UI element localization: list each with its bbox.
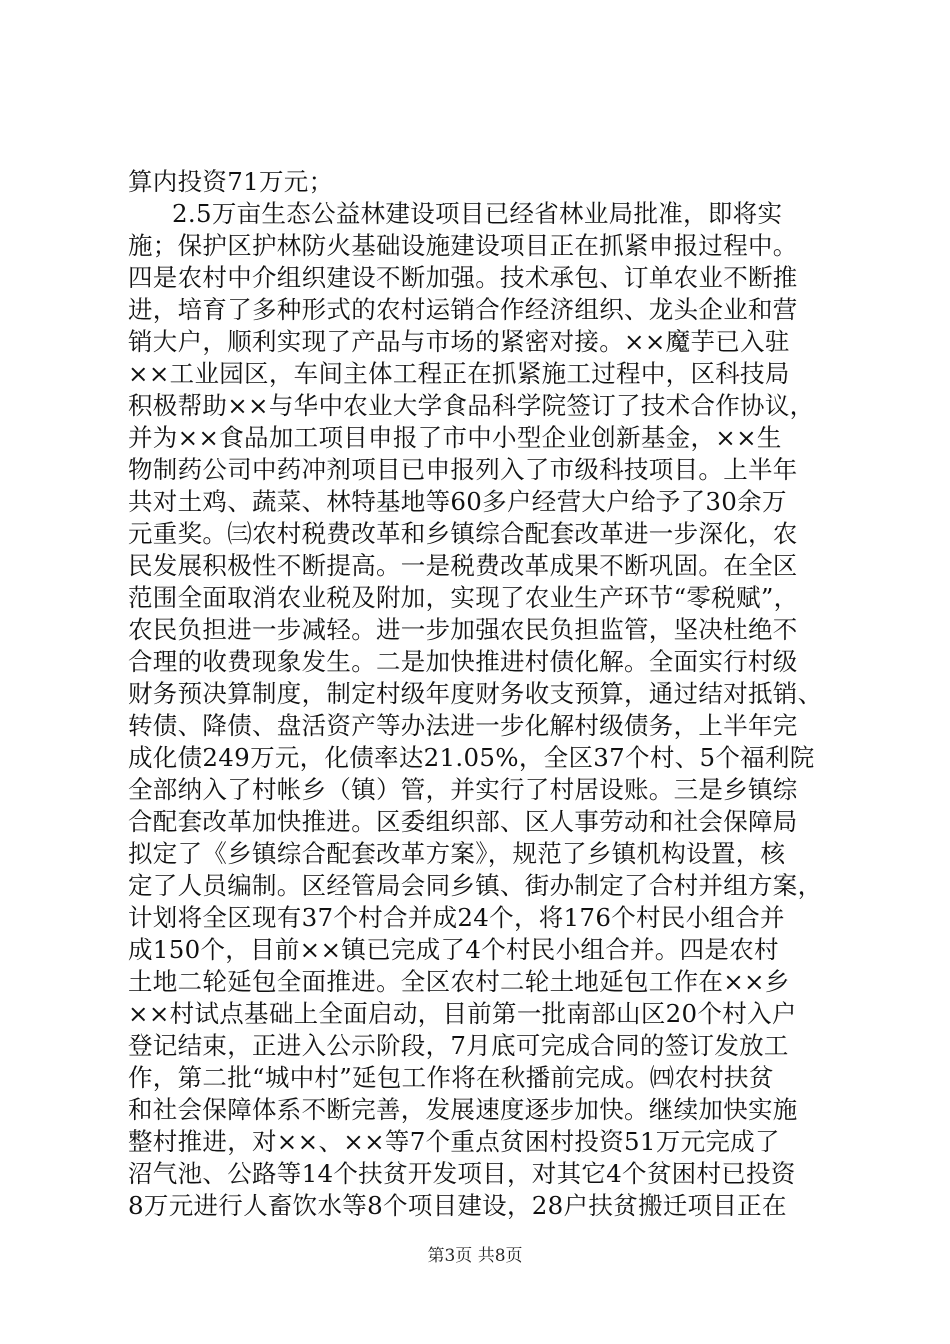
text-line: 施；保护区护林防火基础设施建设项目正在抓紧申报过程中。 (128, 231, 798, 260)
page-footer: 第3页 共8页 (427, 1246, 523, 1266)
text-line: 四是农村中介组织建设不断加强。技术承包、订单农业不断推 (128, 263, 798, 292)
text-line: 2.5万亩生态公益林建设项目已经省林业局批准，即将实 (172, 199, 783, 228)
text-line: 8万元进行人畜饮水等8个项目建设，28户扶贫搬迁项目正在 (128, 1191, 787, 1220)
text-line: 民发展积极性不断提高。一是税费改革成果不断巩固。在全区 (128, 551, 798, 580)
text-line: 算内投资71万元； (128, 167, 334, 196)
document-body (128, 166, 848, 1222)
text-line: 积极帮助××与华中农业大学食品科学院签订了技术合作协议， (128, 391, 815, 420)
text-line: 整村推进，对××、××等7个重点贫困村投资51万元完成了 (128, 1127, 780, 1156)
text-line: 作，第二批“城中村”延包工作将在秋播前完成。㈣农村扶贫 (128, 1063, 774, 1092)
text-line: 拟定了《乡镇综合配套改革方案》，规范了乡镇机构设置，核 (128, 839, 786, 868)
text-line: 并为××食品加工项目申报了市中小型企业创新基金，××生 (128, 423, 782, 452)
text-line: ××工业园区，车间主体工程正在抓紧施工过程中，区科技局 (128, 359, 790, 388)
text-line: 转债、降债、盘活资产等办法进一步化解村级债务，上半年完 (128, 711, 798, 740)
text-line: 物制药公司中药冲剂项目已申报列入了市级科技项目。上半年 (128, 455, 798, 484)
text-line: 登记结束，正进入公示阶段，7月底可完成合同的签订发放工 (128, 1031, 789, 1060)
text-line: 范围全面取消农业税及附加，实现了农业生产环节“零税赋”， (128, 583, 799, 612)
text-line: 成150个，目前××镇已完成了4个村民小组合并。四是农村 (128, 935, 779, 964)
text-line: 沼气池、公路等14个扶贫开发项目，对其它4个贫困村已投资 (128, 1159, 796, 1188)
text-line: 进，培育了多种形式的农村运销合作经济组织、龙头企业和营 (128, 295, 798, 324)
text-line: 销大户，顺利实现了产品与市场的紧密对接。××魔芋已入驻 (128, 327, 790, 356)
text-line: 计划将全区现有37个村合并成24个，将176个村民小组合并 (128, 903, 785, 932)
text-line: ××村试点基础上全面启动，目前第一批南部山区20个村入户 (128, 999, 797, 1028)
text-line: 共对土鸡、蔬菜、林特基地等60多户经营大户给予了30余万 (128, 487, 787, 516)
text-line: 土地二轮延包全面推进。全区农村二轮土地延包工作在××乡 (128, 967, 790, 996)
text-line: 合理的收费现象发生。二是加快推进村债化解。全面实行村级 (128, 647, 798, 676)
text-line: 全部纳入了村帐乡（镇）管，并实行了村居设账。三是乡镇综 (128, 775, 798, 804)
text-line: 财务预决算制度，制定村级年度财务收支预算，通过结对抵销、 (128, 679, 823, 708)
text-line: 和社会保障体系不断完善，发展速度逐步加快。继续加快实施 (128, 1095, 798, 1124)
text-line: 合配套改革加快推进。区委组织部、区人事劳动和社会保障局 (128, 807, 798, 836)
text-line: 农民负担进一步减轻。进一步加强农民负担监管，坚决杜绝不 (128, 615, 798, 644)
text-line: 成化债249万元，化债率达21.05%，全区37个村、5个福利院 (128, 743, 815, 772)
text-line: 元重奖。㈢农村税费改革和乡镇综合配套改革进一步深化，农 (128, 519, 798, 548)
text-line: 定了人员编制。区经管局会同乡镇、街办制定了合村并组方案， (128, 871, 823, 900)
